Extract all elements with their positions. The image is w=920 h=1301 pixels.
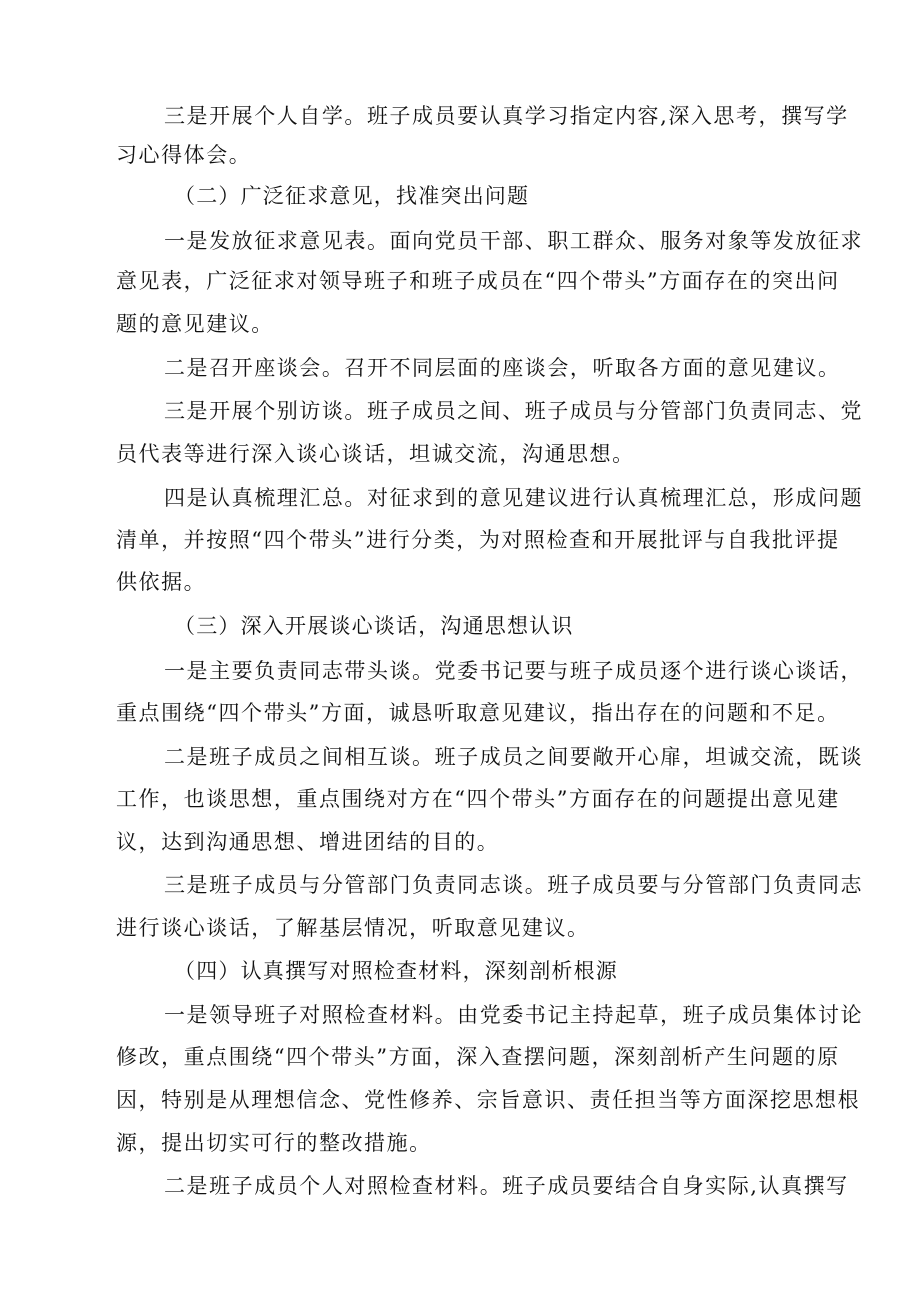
paragraph-line: 一是主要负责同志带头谈。党委书记要与班子成员逐个进行谈心谈话， bbox=[164, 659, 864, 683]
paragraph-line: 题的意见建议。 bbox=[116, 312, 274, 336]
section-heading: （三）深入开展谈心谈话，沟通思想认识 bbox=[174, 614, 574, 638]
paragraph-line: 三是班子成员与分管部门负责同志谈。班子成员要与分管部门负责同志 bbox=[164, 873, 864, 897]
paragraph-line: 三是开展个别访谈。班子成员之间、班子成员与分管部门负责同志、党 bbox=[164, 399, 864, 423]
section-heading: （二）广泛征求意见，找准突出问题 bbox=[174, 184, 530, 208]
paragraph-line: 四是认真梳理汇总。对征求到的意见建议进行认真梳理汇总，形成问题 bbox=[164, 486, 864, 510]
paragraph-line: 重点围绕“四个带头”方面，诚恳听取意见建议，指出存在的问题和不足。 bbox=[116, 701, 840, 725]
paragraph-line: 二是班子成员之间相互谈。班子成员之间要敞开心扉，坦诚交流，既谈 bbox=[164, 745, 864, 769]
paragraph-line: 进行谈心谈话，了解基层情况，听取意见建议。 bbox=[116, 916, 590, 940]
paragraph-line: 员代表等进行深入谈心谈话，坦诚交流，沟通思想。 bbox=[116, 442, 635, 466]
paragraph-line: 修改，重点围绕“四个带头”方面，深入查摆问题，深刻剖析产生问题的原 bbox=[116, 1045, 840, 1069]
paragraph-line: 一是发放征求意见表。面向党员干部、职工群众、服务对象等发放征求 bbox=[164, 229, 864, 253]
paragraph-line: 习心得体会。 bbox=[116, 143, 252, 167]
paragraph-line: 议，达到沟通思想、增进团结的目的。 bbox=[116, 830, 500, 854]
paragraph-line: 意见表，广泛征求对领导班子和班子成员在“四个带头”方面存在的突出问 bbox=[116, 269, 840, 293]
paragraph-line: 一是领导班子对照检查材料。由党委书记主持起草，班子成员集体讨论 bbox=[164, 1003, 864, 1027]
paragraph-line: 供依据。 bbox=[116, 570, 207, 594]
paragraph-line: 源，提出切实可行的整改措施。 bbox=[116, 1131, 432, 1155]
paragraph-line: 清单，并按照“四个带头”进行分类，为对照检查和开展批评与自我批评提 bbox=[116, 528, 840, 552]
section-heading: （四）认真撰写对照检查材料，深刻剖析根源 bbox=[174, 959, 618, 983]
paragraph-line: 二是召开座谈会。召开不同层面的座谈会，听取各方面的意见建议。 bbox=[164, 356, 841, 380]
paragraph-line: 二是班子成员个人对照检查材料。班子成员要结合自身实际,认真撰写 bbox=[164, 1174, 849, 1198]
paragraph-line: 三是开展个人自学。班子成员要认真学习指定内容,深入思考，撰写学 bbox=[164, 104, 849, 128]
paragraph-line: 因，特别是从理想信念、党性修养、宗旨意识、责任担当等方面深挖思想根 bbox=[116, 1088, 861, 1112]
paragraph-line: 工作，也谈思想，重点围绕对方在“四个带头”方面存在的问题提出意见建 bbox=[116, 787, 840, 811]
